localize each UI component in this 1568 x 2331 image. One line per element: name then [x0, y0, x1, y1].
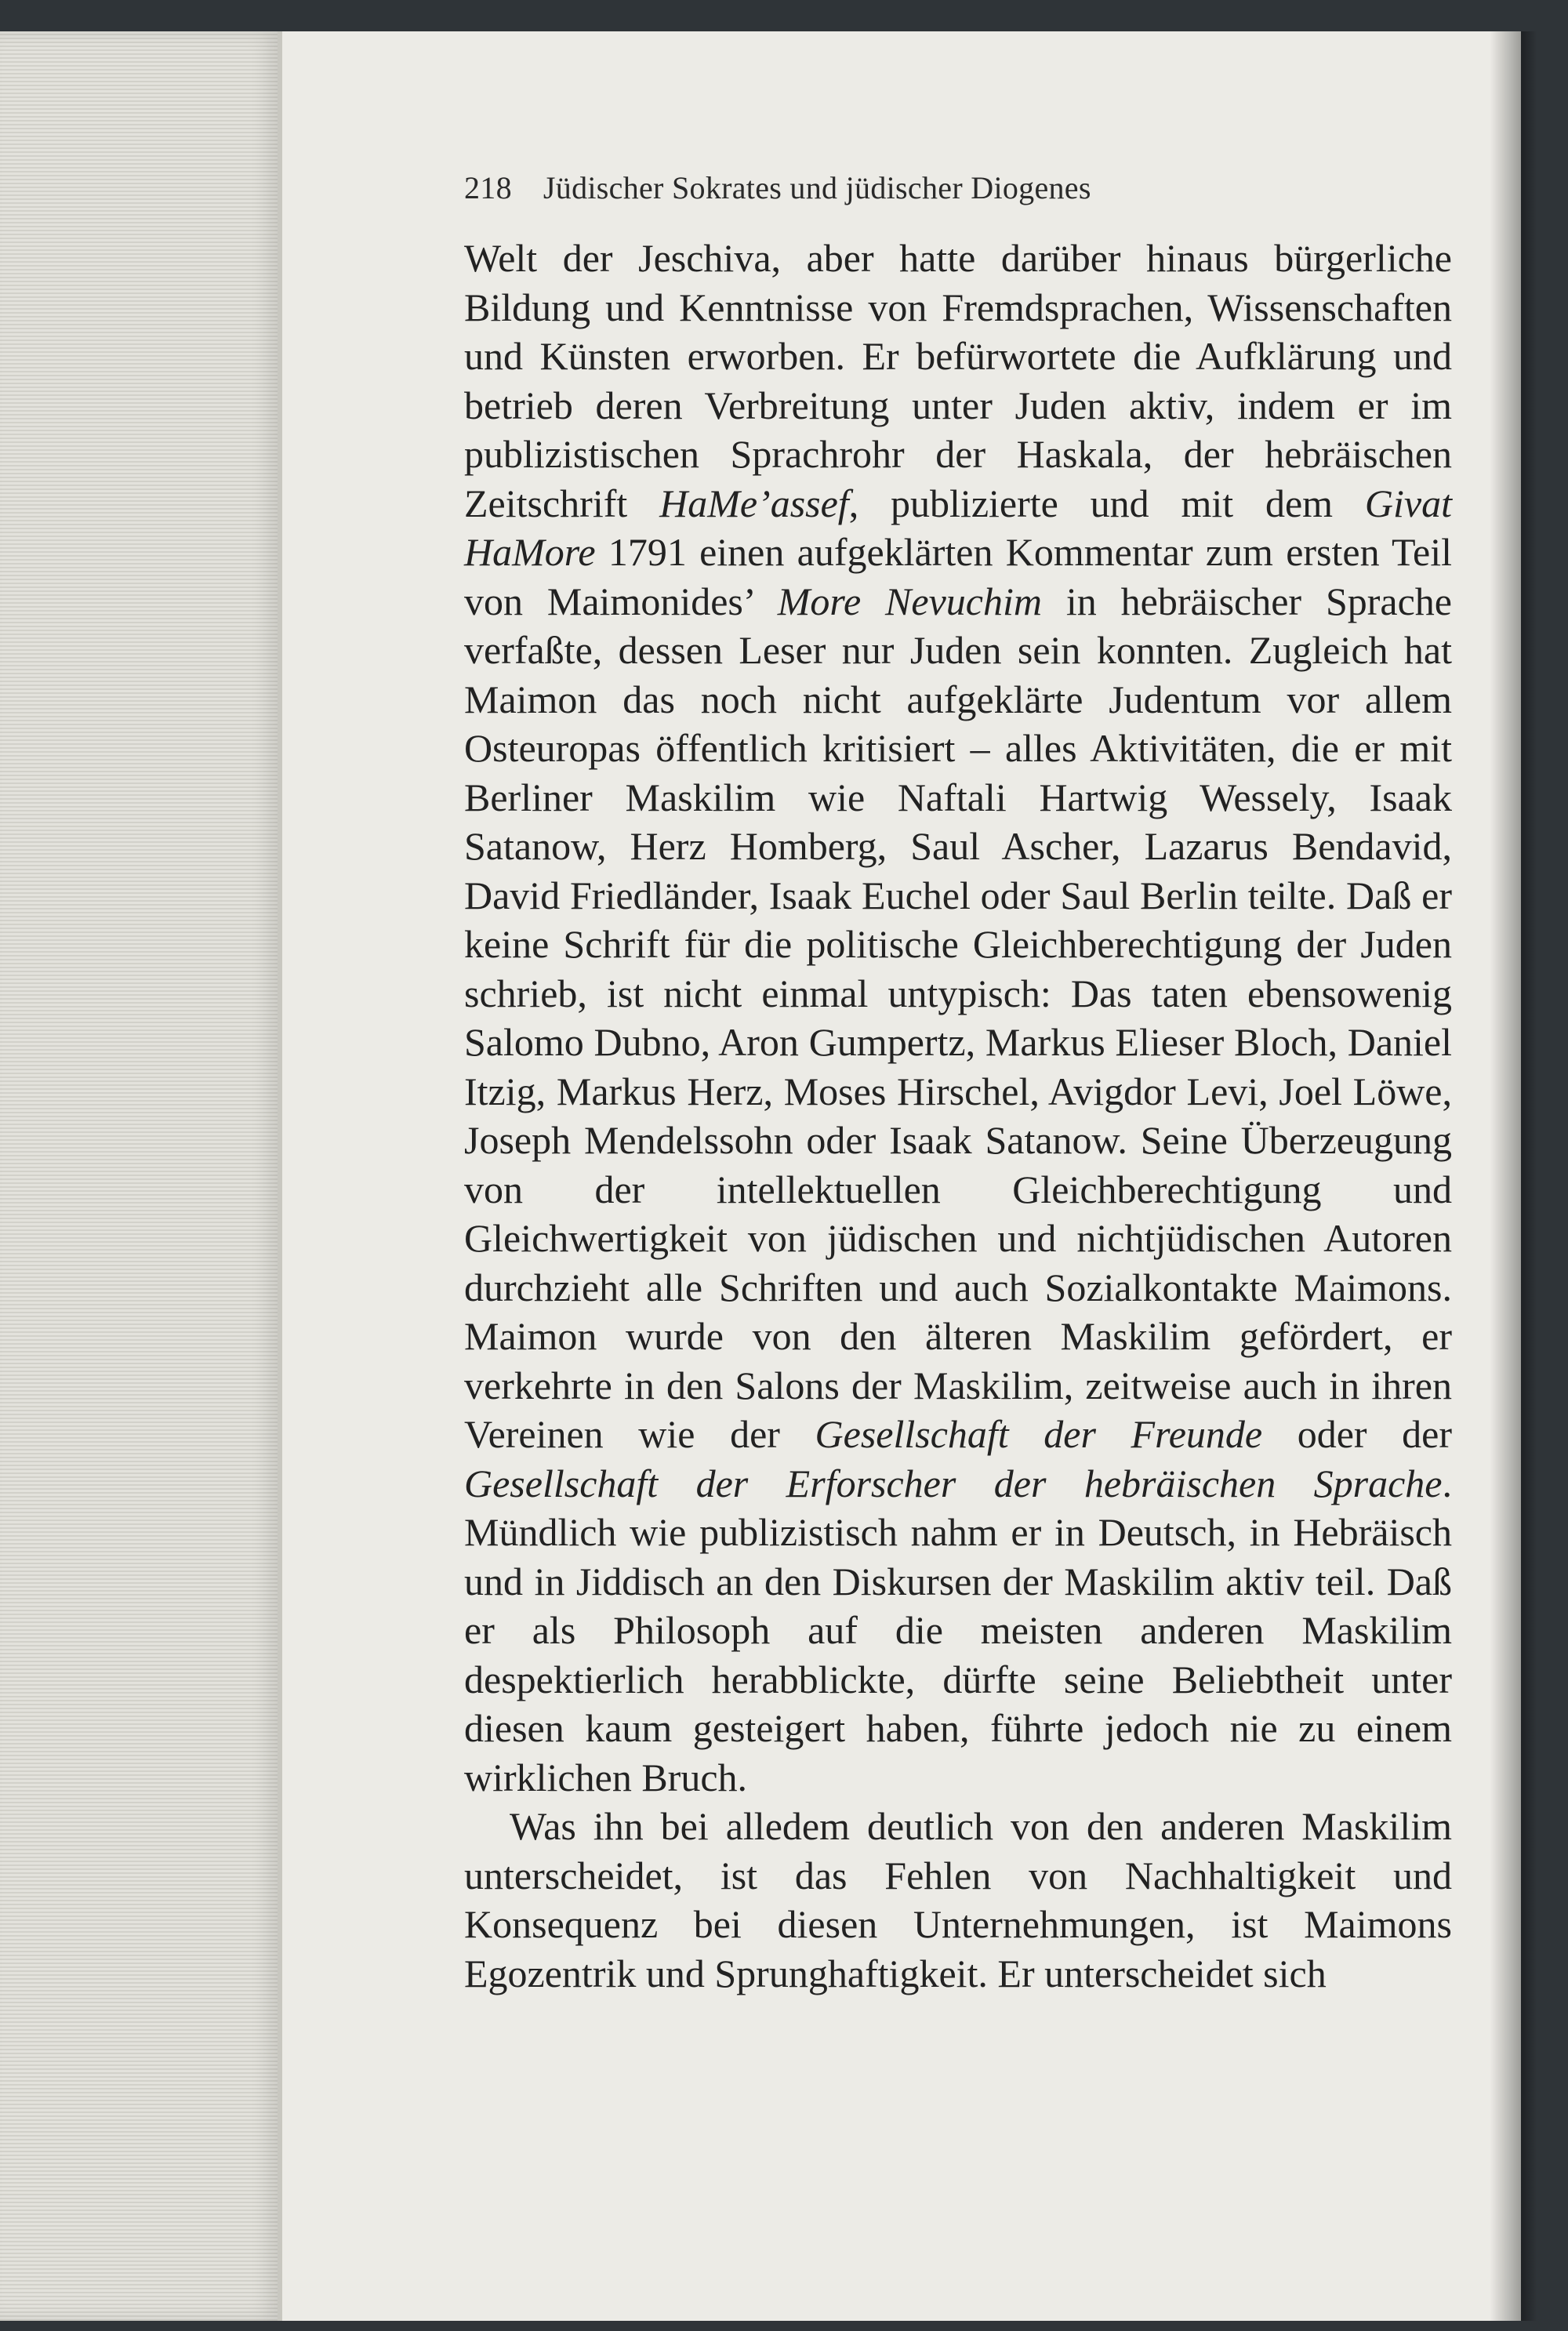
italic-title: Givat HaMore — [464, 481, 1452, 574]
text-run: Was ihn bei alledem deutlich von den anderen Maskilim unterscheidet, ist das Fehlen von Nachhaltigkeit und Konsequenz bei diesen Unternehmungen, ist Maimons Egozentrik und Sprunghaftigkeit. Er unterscheidet sich — [464, 1804, 1452, 1995]
book-page — [282, 31, 1490, 2321]
text-run: oder der — [1262, 1412, 1452, 1456]
text-run: , publizierte und mit dem — [848, 481, 1365, 525]
italic-title: More Nevuchim — [777, 579, 1042, 623]
text-run: 1791 einen aufgeklärten Kommentar zum ersten Teil von Maimonides’ — [464, 530, 1452, 623]
paragraph — [464, 1802, 1452, 1998]
text-run: Welt der Jeschiva, aber hatte darüber hinaus bürgerliche Bildung und Kenntnisse von Fremdsprachen, Wissenschaften und Künsten erworben. Er befürwortete die Aufklärung und betrieb deren Verbreitung unter Juden aktiv, indem er im publizistischen Sprachrohr der Haskala, der hebräischen Zeitschrift — [464, 236, 1452, 525]
page-edges — [0, 31, 282, 2321]
page-number: 218 — [464, 170, 512, 205]
paragraph — [464, 234, 1452, 1802]
italic-title: Gesellschaft der Erforscher der hebräischen Sprache — [464, 1461, 1443, 1505]
body-text — [464, 234, 1452, 1998]
text-run: in hebräischer Sprache verfaßte, dessen Leser nur Juden sein konnten. Zugleich hat Maimon das noch nicht aufgeklärte Judentum vor allem Osteuropas öffentlich kritisiert – alles Aktivitäten, die er mit Berliner Maskilim wie Naftali Hartwig Wessely, Isaak Satanow, Herz Homberg, Saul Ascher, Lazarus Bendavid, David Friedländer, Isaak Euchel oder Saul Berlin teilte. Daß er keine Schrift für die politische Gleichberechtigung der Juden schrieb, ist nicht einmal untypisch: Das taten ebensowenig Salomo Dubno, Aron Gumpertz, Markus Elieser Bloch, Daniel Itzig, Markus Herz, Moses Hirschel, Avigdor Levi, Joel Löwe, Joseph Mendelssohn oder Isaak Satanow. Seine Überzeugung von der intellektuellen Gleichberechtigung und Gleichwertigkeit von jüdischen und nichtjüdischen Autoren durchzieht alle Schriften und auch Sozialkontakte Maimons. Maimon wurde von den älteren Maskilim gefördert, er verkehrte in den Salons der Maskilim, zeitweise auch in ihren Vereinen wie der — [464, 579, 1452, 1456]
running-header — [464, 169, 1091, 206]
italic-title: HaMe’assef — [659, 481, 849, 525]
gutter-shadow — [1490, 31, 1537, 2321]
running-title: Jüdischer Sokrates und jüdischer Diogenes — [543, 170, 1091, 205]
italic-title: Gesellschaft der Freunde — [815, 1412, 1263, 1456]
text-run: . Mündlich wie publizistisch nahm er in Deutsch, in Hebräisch und in Jiddisch an den Diskursen der Maskilim aktiv teil. Daß er als Philosoph auf die meisten anderen Maskilim despektierlich herabblickte, dürfte seine Beliebtheit unter diesen kaum gesteigert haben, führte jedoch nie zu einem wirklichen Bruch. — [464, 1461, 1452, 1799]
